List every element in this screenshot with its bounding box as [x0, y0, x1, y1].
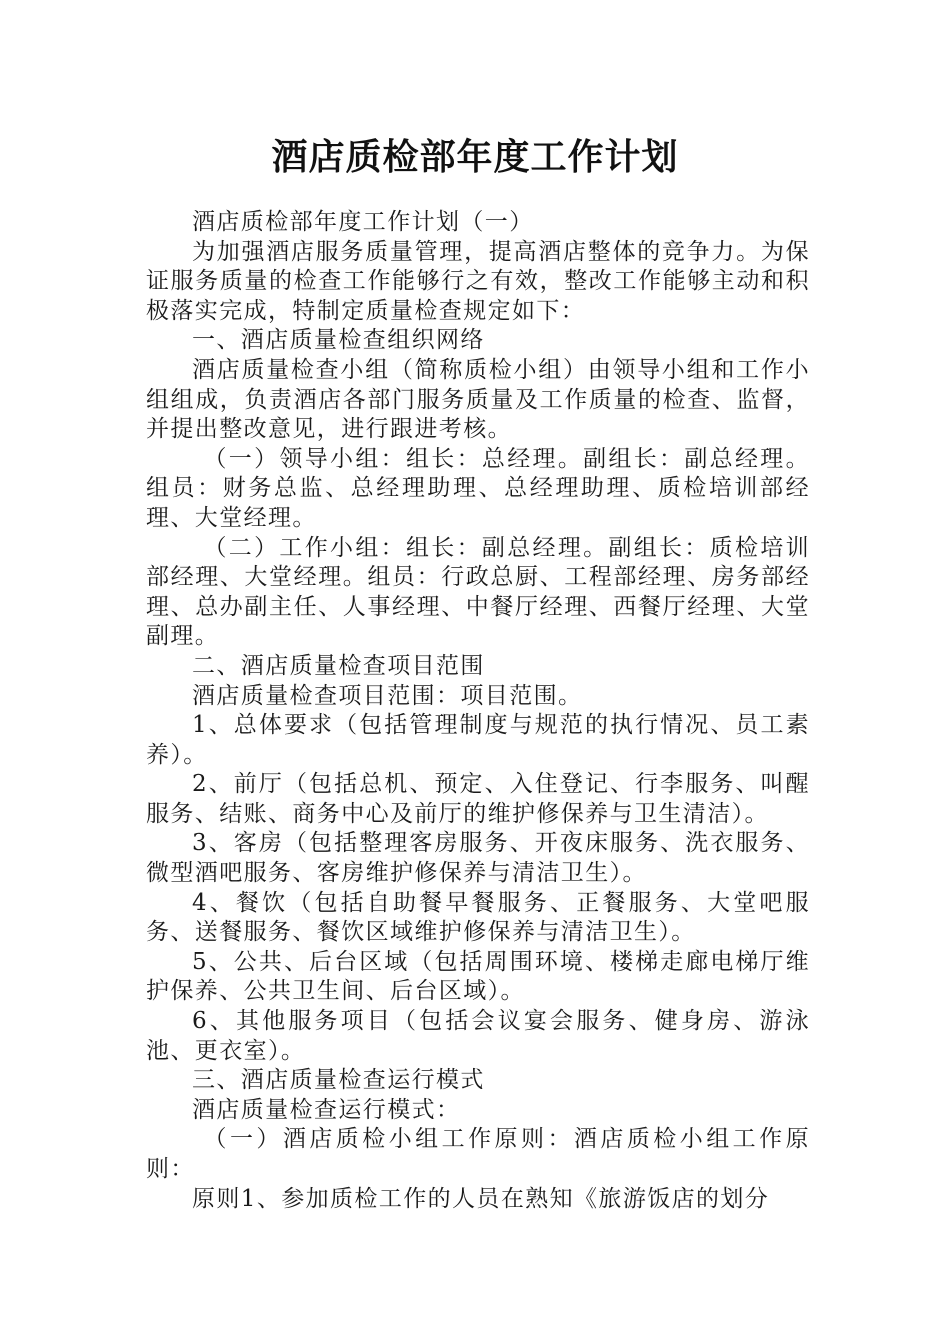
document-title: 酒店质检部年度工作计划 — [271, 136, 679, 178]
list-item-6: 6、其他服务项目（包括会议宴会服务、健身房、游泳池、更衣室）。 — [146, 1008, 810, 1064]
paragraph-intro: 为加强酒店服务质量管理，提高酒店整体的竞争力。为保证服务质量的检查工作能够行之有效，整改工作能够主动和积极落实完成，特制定质量检查规定如下： — [146, 238, 810, 324]
paragraph-inspection-team: 酒店质量检查小组（简称质检小组）由领导小组和工作小组组成，负责酒店各部门服务质量及工作质量的检查、监督，并提出整改意见，进行跟进考核。 — [146, 356, 810, 443]
list-item-3: 3、客房（包括整理客房服务、开夜床服务、洗衣服务、微型酒吧服务、客房维护修保养与清洁卫生）。 — [146, 830, 810, 887]
paragraph-mode: 酒店质量检查运行模式： — [192, 1096, 461, 1123]
paragraph-subtitle: 酒店质检部年度工作计划（一） — [192, 209, 534, 235]
list-item-4: 4、餐饮（包括自助餐早餐服务、正餐服务、大堂吧服务、送餐服务、餐饮区域维护修保养与清洁卫生）。 — [146, 889, 810, 946]
paragraph-principle-1: 原则1、参加质检工作的人员在熟知《旅游饭店的划分 — [192, 1185, 770, 1212]
section-heading-1: 一、酒店质量检查组织网络 — [192, 327, 485, 354]
list-item-1: 1、总体要求（包括管理制度与规范的执行情况、员工素养）。 — [146, 712, 810, 768]
list-item-2: 2、前厅（包括总机、预定、入住登记、行李服务、叫醒服务、结账、商务中心及前厅的维护修保养与卫生清洁）。 — [146, 771, 810, 827]
list-item-5: 5、公共、后台区域（包括周围环境、楼梯走廊电梯厅维护保养、公共卫生间、后台区域）。 — [146, 948, 810, 1005]
section-heading-2: 二、酒店质量检查项目范围 — [192, 652, 485, 679]
section-heading-3: 三、酒店质量检查运行模式 — [192, 1067, 485, 1094]
document-body — [146, 208, 810, 1214]
paragraph-working-group: （二）工作小组：组长：副总经理。副组长：质检培训部经理、大堂经理。组员：行政总厨、工程部经理、房务部经理、总办副主任、人事经理、中餐厅经理、西餐厅经理、大堂副理。 — [146, 534, 810, 650]
paragraph-scope: 酒店质量检查项目范围：项目范围。 — [192, 682, 583, 709]
paragraph-principles: （一）酒店质检小组工作原则：酒店质检小组工作原则： — [146, 1126, 810, 1182]
paragraph-leadership-group: （一）领导小组：组长：总经理。副组长：副总经理。组员：财务总监、总经理助理、总经理助理、质检培训部经理、大堂经理。 — [146, 445, 810, 531]
